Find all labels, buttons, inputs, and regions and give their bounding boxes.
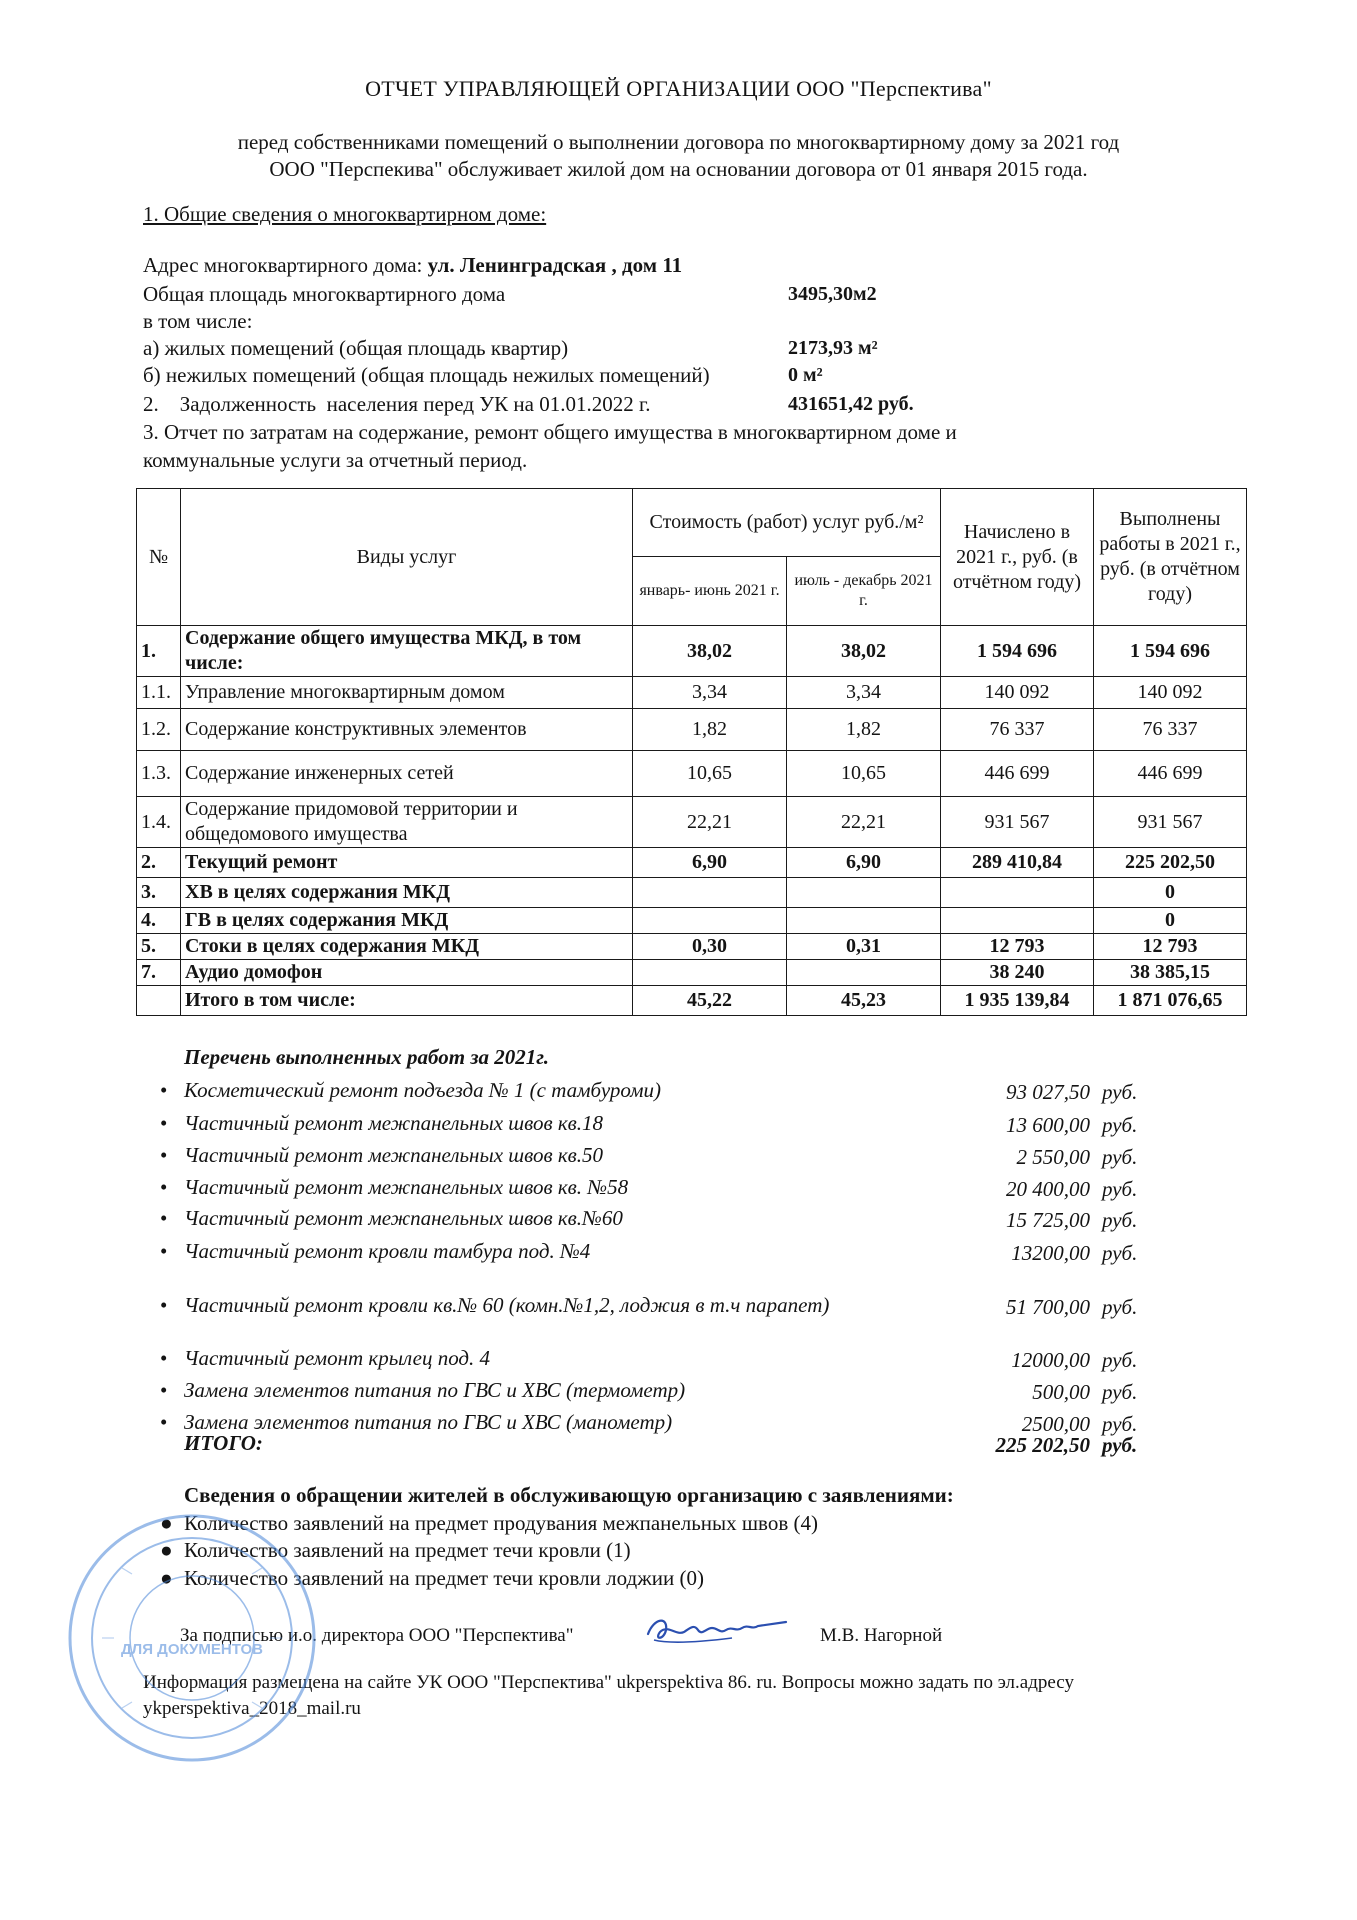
header-accrued: Начислено в 2021 г., руб. (в отчётном году) [941,489,1094,626]
row-accrued: 38 240 [941,960,1094,986]
row-rate-half-1: 38,02 [633,626,787,677]
bullet-icon: • [160,1111,168,1135]
row-service-name: ГВ в целях содержания МКД [181,908,633,934]
table-row [137,848,1247,878]
work-item [160,1175,628,1200]
work-item-name: Частичный ремонт крылец под. 4 [184,1346,491,1370]
table-row [137,677,1247,709]
address-row [143,253,682,278]
row-done: 12 793 [1094,934,1247,960]
row-service-name: Содержание общего имущества МКД, в том числе: [181,626,633,677]
table-body [137,626,1247,1016]
row-rate-half-1 [633,878,787,908]
report-line-1: 3. Отчет по затратам на содержание, ремонт общего имущества в многоквартирном доме и [143,420,957,444]
row-rate-half-2: 3,34 [787,677,941,709]
debt-label: 2. Задолженность населения перед УК на 01.01.2022 г. [143,392,651,416]
header-cost: Стоимость (работ) услуг руб./м² [633,489,941,557]
report-line-2: коммунальные услуги за отчетный период. [143,448,528,472]
table-row [137,709,1247,751]
row-rate-half-2 [787,960,941,986]
row-rate-half-2: 45,23 [787,986,941,1016]
row-rate-half-1: 0,30 [633,934,787,960]
address-label: Адрес многоквартирного дома: [143,253,428,277]
row-accrued: 140 092 [941,677,1094,709]
work-item [160,1078,661,1103]
header-number: № [137,489,181,626]
section-1-heading: 1. Общие сведения о многоквартирном доме: [143,202,547,226]
row-service-name: ХВ в целях содержания МКД [181,878,633,908]
appeal-item-text: Количество заявлений на предмет течи кровли (1) [184,1538,631,1562]
work-item-currency: руб. [1102,1208,1138,1232]
row-number: 1.3. [137,751,181,797]
document-title: ОТЧЕТ УПРАВЛЯЮЩЕЙ ОРГАНИЗАЦИИ ООО "Перспектива" [365,76,992,101]
appeal-item-text: Количество заявлений на предмет течи кровли лоджии (0) [184,1566,704,1590]
work-item-name: Косметический ремонт подъезда № 1 (с тамбуроми) [184,1078,661,1102]
bullet-icon: ● [160,1538,173,1562]
works-total-amount: 225 202,50 [995,1433,1090,1457]
table-row [137,878,1247,908]
row-done: 0 [1094,878,1247,908]
header-service: Виды услуг [181,489,633,626]
row-rate-half-2: 6,90 [787,848,941,878]
row-rate-half-1: 3,34 [633,677,787,709]
row-done: 225 202,50 [1094,848,1247,878]
row-number: 5. [137,934,181,960]
work-item [160,1111,603,1136]
work-item [160,1239,590,1264]
work-item-currency: руб. [1102,1177,1138,1201]
row-rate-half-2: 38,02 [787,626,941,677]
header-done: Выполнены работы в 2021 г., руб. (в отчётном году) [1094,489,1247,626]
row-rate-half-1: 45,22 [633,986,787,1016]
row-accrued: 931 567 [941,797,1094,848]
work-item-amount: 13200,00 [1011,1241,1090,1265]
row-service-name: Итого в том числе: [181,986,633,1016]
row-accrued: 1 594 696 [941,626,1094,677]
footer-line-1: Информация размещена на сайте УК ООО "Перспектива" ukperspektiva 86. ru. Вопросы можно задать по эл.адресу [143,1672,1074,1693]
row-service-name: Управление многоквартирным домом [181,677,633,709]
table-row [137,986,1247,1016]
row-accrued: 12 793 [941,934,1094,960]
table-row [137,751,1247,797]
row-done: 446 699 [1094,751,1247,797]
works-total-label: ИТОГО: [184,1431,263,1455]
row-number [137,986,181,1016]
nonresidential-label: б) нежилых помещений (общая площадь нежилых помещений) [143,363,710,387]
work-item-amount: 2 550,00 [1016,1145,1090,1169]
residential-value: 2173,93 м² [788,337,878,359]
director-name: М.В. Нагорной [820,1625,943,1646]
work-item-currency: руб. [1102,1113,1138,1137]
header-half-2: июль - декабрь 2021 г. [787,557,941,626]
bullet-icon: • [160,1175,168,1199]
bullet-icon: • [160,1346,168,1370]
row-number: 7. [137,960,181,986]
row-accrued [941,878,1094,908]
row-rate-half-2: 22,21 [787,797,941,848]
row-rate-half-2: 10,65 [787,751,941,797]
row-accrued [941,908,1094,934]
total-area-label: Общая площадь многоквартирного дома [143,282,506,306]
row-accrued: 446 699 [941,751,1094,797]
footer-line-2: ykperspektiva_2018_mail.ru [143,1698,361,1719]
table-row [137,908,1247,934]
bullet-icon: ● [160,1511,173,1535]
row-rate-half-1: 6,90 [633,848,787,878]
row-rate-half-2 [787,908,941,934]
work-item-name: Частичный ремонт кровли кв.№ 60 (комн.№1,2, лоджия в т.ч парапет) [184,1293,830,1317]
signature-label: За подписью и.о. директора ООО "Перспектива" [180,1625,574,1646]
handwritten-signature [640,1610,790,1650]
row-service-name: Содержание конструктивных элементов [181,709,633,751]
row-rate-half-1: 10,65 [633,751,787,797]
organization-stamp [62,1508,322,1768]
work-item-amount: 13 600,00 [1006,1113,1090,1137]
appeals-title: Сведения о обращении жителей в обслуживающую организацию с заявлениями: [184,1483,954,1507]
work-item [160,1378,685,1403]
work-item-currency: руб. [1102,1412,1138,1436]
work-item-name: Частичный ремонт межпанельных швов кв.18 [184,1111,604,1135]
row-service-name: Содержание придомовой территории и общедомового имущества [181,797,633,848]
debt-value: 431651,42 руб. [788,393,914,415]
work-item-name: Замена элементов питания по ГВС и ХВС (манометр) [184,1410,673,1434]
appeal-item-text: Количество заявлений на предмет продувания межпанельных швов (4) [184,1511,818,1535]
row-rate-half-2: 0,31 [787,934,941,960]
intro-line-2: ООО "Перспекива" обслуживает жилой дом на основании договора от 01 января 2015 года. [269,157,1088,181]
row-service-name: Аудио домофон [181,960,633,986]
bullet-icon: • [160,1206,168,1230]
work-item-name: Частичный ремонт межпанельных швов кв.№60 [184,1206,623,1230]
row-accrued: 1 935 139,84 [941,986,1094,1016]
work-item [160,1293,829,1318]
row-number: 1.4. [137,797,181,848]
table-row [137,626,1247,677]
work-item [160,1206,623,1231]
work-item-name: Частичный ремонт межпанельных швов кв. №58 [184,1175,629,1199]
row-accrued: 76 337 [941,709,1094,751]
bullet-icon: • [160,1378,168,1402]
row-number: 2. [137,848,181,878]
nonresidential-value: 0 м² [788,364,823,386]
row-number: 3. [137,878,181,908]
table-row [137,797,1247,848]
row-done: 38 385,15 [1094,960,1247,986]
row-rate-half-1: 22,21 [633,797,787,848]
work-item-amount: 12000,00 [1011,1348,1090,1372]
bullet-icon: • [160,1293,168,1317]
work-item-amount: 20 400,00 [1006,1177,1090,1201]
work-item-currency: руб. [1102,1145,1138,1169]
row-rate-half-1: 1,82 [633,709,787,751]
stamp-text: ДЛЯ ДОКУМЕНТОВ [121,1641,263,1658]
row-service-name: Стоки в целях содержания МКД [181,934,633,960]
row-rate-half-2 [787,878,941,908]
bullet-icon: • [160,1410,168,1434]
row-done: 0 [1094,908,1247,934]
work-item-amount: 500,00 [1032,1380,1090,1404]
intro-line-1: перед собственниками помещений о выполнении договора по многоквартирному дому за 2021 год [237,130,1120,154]
address-value: ул. Ленинградская , дом 11 [427,253,683,277]
work-item-name: Замена элементов питания по ГВС и ХВС (термометр) [184,1378,686,1402]
work-item-currency: руб. [1102,1380,1138,1404]
bullet-icon: • [160,1239,168,1263]
work-item-currency: руб. [1102,1080,1138,1104]
bullet-icon: • [160,1143,168,1167]
row-number: 1.1. [137,677,181,709]
services-table [136,488,1247,1016]
row-number: 4. [137,908,181,934]
row-accrued: 289 410,84 [941,848,1094,878]
row-rate-half-1 [633,960,787,986]
total-area-value: 3495,30м2 [788,283,877,305]
work-item-amount: 2500,00 [1021,1412,1090,1436]
row-service-name: Текущий ремонт [181,848,633,878]
table-row [137,960,1247,986]
work-item [160,1346,490,1371]
work-item-name: Частичный ремонт кровли тамбура под. №4 [184,1239,591,1263]
work-item [160,1143,603,1168]
residential-label: а) жилых помещений (общая площадь квартир) [143,336,569,360]
work-item-currency: руб. [1102,1348,1138,1372]
row-done: 140 092 [1094,677,1247,709]
table-row [137,934,1247,960]
work-item-currency: руб. [1102,1295,1138,1319]
row-rate-half-1 [633,908,787,934]
work-item-name: Частичный ремонт межпанельных швов кв.50 [184,1143,604,1167]
row-done: 931 567 [1094,797,1247,848]
work-item-amount: 51 700,00 [1006,1295,1090,1319]
row-number: 1. [137,626,181,677]
works-total-currency: руб. [1102,1433,1138,1457]
row-done: 1 871 076,65 [1094,986,1247,1016]
row-rate-half-2: 1,82 [787,709,941,751]
including-label: в том числе: [143,309,253,333]
work-item-amount: 93 027,50 [1006,1080,1090,1104]
bullet-icon: ● [160,1566,173,1590]
work-item-amount: 15 725,00 [1006,1208,1090,1232]
works-title: Перечень выполненных работ за 2021г. [184,1045,550,1069]
row-number: 1.2. [137,709,181,751]
work-item-currency: руб. [1102,1241,1138,1265]
row-service-name: Содержание инженерных сетей [181,751,633,797]
row-done: 76 337 [1094,709,1247,751]
bullet-icon: • [160,1078,168,1102]
header-half-1: январь- июнь 2021 г. [633,557,787,626]
row-done: 1 594 696 [1094,626,1247,677]
